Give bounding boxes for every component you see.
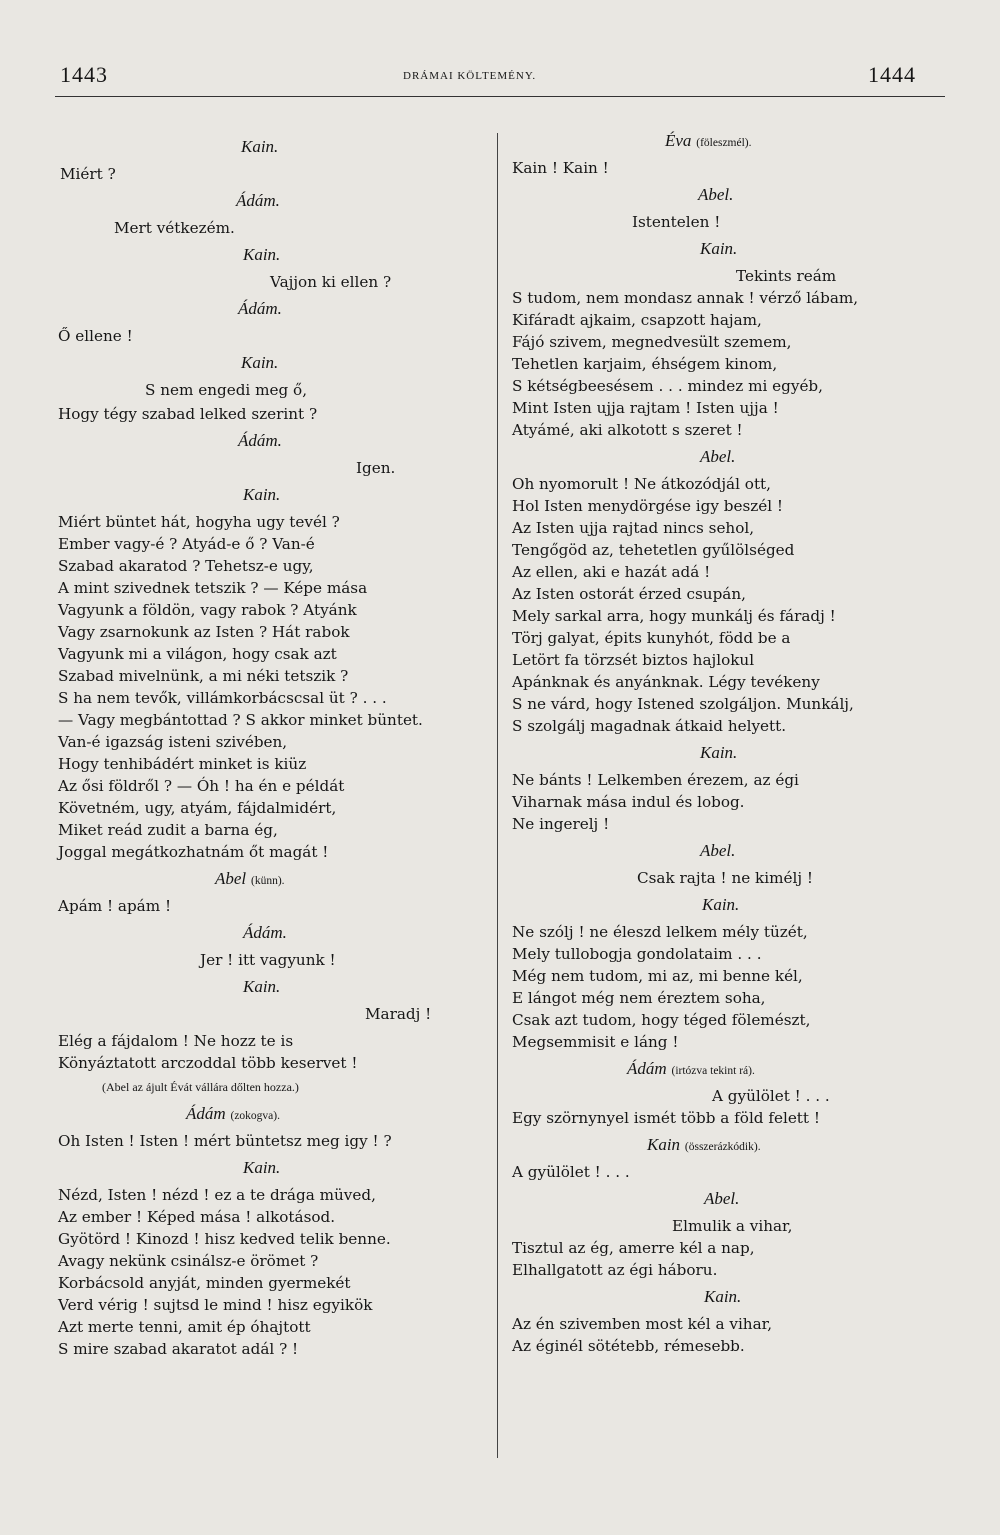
verse-line: Mint Isten ujja rajtam ! Isten ujja ! <box>512 399 779 417</box>
verse-line: Az Isten ostorát érzed csupán, <box>512 585 746 603</box>
speaker-heading <box>238 431 282 451</box>
stage-direction: (irtózva tekint rá). <box>671 1065 755 1077</box>
verse-line: Vagyunk a földön, vagy rabok ? Atyánk <box>58 601 357 619</box>
speaker-heading <box>241 137 278 157</box>
stage-direction: (zokogva). <box>230 1110 280 1122</box>
verse-line: Elég a fájdalom ! Ne hozz te is <box>58 1032 294 1050</box>
page-number-right: 1444 <box>868 62 916 87</box>
speaker-heading <box>243 485 280 505</box>
speaker-name: Abel <box>215 869 247 888</box>
verse-line: Mely tullobogja gondolataim . . . <box>512 945 762 963</box>
verse-line: Megsemmisit e láng ! <box>512 1033 679 1051</box>
verse-line: Ember vagy-é ? Atyád-e ő ? Van-é <box>58 535 315 553</box>
speaker-heading <box>702 895 739 915</box>
verse-line: Ne ingerelj ! <box>512 815 610 833</box>
speaker-heading <box>704 1189 739 1209</box>
verse-line: Apám ! apám ! <box>58 897 172 915</box>
speaker-heading <box>700 447 735 467</box>
verse-line: Könyáztatott arczoddal több keservet ! <box>58 1054 358 1072</box>
speaker-name: Abel. <box>700 841 736 860</box>
speaker-heading <box>236 191 280 211</box>
speaker-name: Kain. <box>241 353 279 372</box>
verse-line: Elmulik a vihar, <box>672 1217 793 1235</box>
speaker-heading <box>243 977 280 997</box>
speaker-name: Kain. <box>243 245 281 264</box>
verse-line: E lángot még nem éreztem soha, <box>512 989 766 1007</box>
verse-line: S nem engedi meg ő, <box>145 381 308 399</box>
stage-direction-line: (Abel az ájult Évát vállára dőlten hozza.) <box>102 1080 299 1094</box>
column-divider <box>497 133 498 1458</box>
verse-line: Nézd, Isten ! nézd ! ez a te drága müved, <box>58 1186 376 1204</box>
verse-line: Miért ? <box>60 165 116 183</box>
verse-line: Oh Isten ! Isten ! mért büntetsz meg igy ! ? <box>58 1132 392 1150</box>
verse-line: Hogy tégy szabad lelked szerint ? <box>58 405 318 423</box>
speaker-name: Kain. <box>700 239 738 258</box>
verse-line: Az Isten ujja rajtad nincs sehol, <box>512 519 755 537</box>
speaker-heading <box>243 245 280 265</box>
verse-line: S szolgálj magadnak átkaid helyett. <box>512 717 787 735</box>
speaker-heading <box>215 869 285 891</box>
verse-line: Letört fa törzsét biztos hajlokul <box>512 651 755 669</box>
verse-line: Azt merte tenni, amit ép óhajtott <box>58 1318 311 1336</box>
running-title: DRÁMAI KÖLTEMÉNY. <box>403 70 537 82</box>
verse-line: Maradj ! <box>365 1005 432 1023</box>
verse-line: Az éginél sötétebb, rémesebb. <box>512 1337 745 1355</box>
verse-line: Tengőgöd az, tehetetlen gyűlölséged <box>512 541 795 559</box>
verse-line: S mire szabad akaratot adál ? ! <box>58 1340 299 1358</box>
speaker-name: Abel. <box>700 447 736 466</box>
verse-line: Kifáradt ajkaim, csapzott hajam, <box>512 311 762 329</box>
verse-line: S tudom, nem mondasz annak ! vérző lábam, <box>512 289 859 307</box>
speaker-heading <box>243 923 287 943</box>
verse-line: Atyámé, aki alkotott s szeret ! <box>512 421 743 439</box>
verse-line: Vajjon ki ellen ? <box>270 273 392 291</box>
verse-line: S kétségbeesésem . . . mindez mi egyéb, <box>512 377 823 395</box>
verse-line: Vagyunk mi a világon, hogy csak azt <box>58 645 337 663</box>
verse-line: Egy szörnynyel ismét több a föld felett ! <box>512 1109 820 1127</box>
verse-line: Ő ellene ! <box>58 327 133 345</box>
verse-line: Igen. <box>356 459 396 477</box>
speaker-heading <box>647 1135 761 1157</box>
verse-line: Oh nyomorult ! Ne átkozódjál ott, <box>512 475 771 493</box>
verse-line: Miket reád zudit a barna ég, <box>58 821 278 839</box>
speaker-heading <box>698 185 733 205</box>
speaker-name: Kain. <box>700 743 738 762</box>
speaker-name: Kain. <box>243 977 281 996</box>
verse-line: Az ellen, aki e hazát adá ! <box>512 563 711 581</box>
verse-line: Elhallgatott az égi háboru. <box>512 1261 718 1279</box>
speaker-name: Ádám. <box>238 299 282 318</box>
verse-line: Ne szólj ! ne éleszd lelkem mély tüzét, <box>512 923 808 941</box>
verse-line: Apánknak és anyánknak. Légy tevékeny <box>512 673 820 691</box>
speaker-name: Kain. <box>704 1287 742 1306</box>
verse-line: Joggal megátkozhatnám őt magát ! <box>58 843 329 861</box>
verse-line: Gyötörd ! Kinozd ! hisz kedved telik benne. <box>58 1230 391 1248</box>
verse-line: A gyülölet ! . . . <box>512 1163 630 1181</box>
speaker-name: Kain. <box>241 137 279 156</box>
verse-line: Követném, ugy, atyám, fájdalmidért, <box>58 799 337 817</box>
speaker-heading <box>238 299 282 319</box>
verse-line: Csak rajta ! ne kimélj ! <box>637 869 813 887</box>
verse-line: Ne bánts ! Lelkemben érezem, az égi <box>512 771 799 789</box>
speaker-name: Abel. <box>704 1189 740 1208</box>
verse-line: A mint szivednek tetszik ? — Képe mása <box>58 579 368 597</box>
speaker-name: Kain. <box>243 485 281 504</box>
verse-line: Avagy nekünk csinálsz-e örömet ? <box>58 1252 319 1270</box>
verse-line: Tekints reám <box>736 267 837 285</box>
verse-line: Fájó szivem, megnedvesült szemem, <box>512 333 792 351</box>
speaker-name: Kain <box>647 1135 681 1154</box>
stage-direction: (összerázkódik). <box>684 1141 761 1153</box>
verse-line: Csak azt tudom, hogy téged fölemészt, <box>512 1011 811 1029</box>
speaker-name: Éva <box>665 131 692 150</box>
verse-line: Szabad mivelnünk, a mi néki tetszik ? <box>58 667 349 685</box>
verse-line: Hol Isten menydörgése igy beszél ! <box>512 497 784 515</box>
verse-line: S ne várd, hogy Istened szolgáljon. Munkálj, <box>512 695 854 713</box>
verse-line: A gyülölet ! . . . <box>712 1087 830 1105</box>
speaker-name: Ádám. <box>243 923 287 942</box>
speaker-heading <box>243 1158 280 1178</box>
page-header <box>0 62 1000 96</box>
verse-line: Az én szivemben most kél a vihar, <box>512 1315 773 1333</box>
speaker-name: Ádám <box>627 1059 667 1078</box>
verse-line: Még nem tudom, mi az, mi benne kél, <box>512 967 803 985</box>
verse-line: Tisztul az ég, amerre kél a nap, <box>512 1239 755 1257</box>
header-rule <box>55 96 945 97</box>
speaker-heading <box>700 239 737 259</box>
stage-direction: (künn). <box>250 875 285 887</box>
verse-line: Mert vétkezém. <box>114 219 235 237</box>
speaker-heading <box>241 353 278 373</box>
verse-line: Jer ! itt vagyunk ! <box>200 951 336 969</box>
verse-line: Miért büntet hát, hogyha ugy tevél ? <box>58 513 340 531</box>
verse-line: Törj galyat, épits kunyhót, född be a <box>512 629 791 647</box>
verse-line: Verd vérig ! sujtsd le mind ! hisz egyikök <box>58 1296 373 1314</box>
speaker-heading <box>627 1059 755 1081</box>
verse-line: Korbácsold anyját, minden gyermekét <box>58 1274 351 1292</box>
verse-line: Kain ! Kain ! <box>512 159 609 177</box>
speaker-heading <box>700 743 737 763</box>
speaker-heading <box>700 841 735 861</box>
verse-line: Mely sarkal arra, hogy munkálj és fáradj ! <box>512 607 836 625</box>
page-number-left: 1443 <box>60 62 108 87</box>
speaker-name: Ádám <box>186 1104 226 1123</box>
speaker-heading <box>665 131 752 153</box>
speaker-name: Ádám. <box>238 431 282 450</box>
speaker-heading <box>186 1104 280 1126</box>
verse-line: — Vagy megbántottad ? S akkor minket büntet. <box>58 711 423 729</box>
speaker-name: Abel. <box>698 185 734 204</box>
speaker-name: Kain. <box>243 1158 281 1177</box>
verse-line: Viharnak mása indul és lobog. <box>512 793 745 811</box>
verse-line: Istentelen ! <box>632 213 721 231</box>
verse-line: Hogy tenhibádért minket is kiüz <box>58 755 307 773</box>
verse-line: S ha nem tevők, villámkorbácscsal üt ? . . . <box>58 689 387 707</box>
verse-line: Van-é igazság isteni szivében, <box>58 733 288 751</box>
verse-line: Szabad akaratod ? Tehetsz-e ugy, <box>58 557 314 575</box>
speaker-name: Kain. <box>702 895 740 914</box>
verse-line: Az ember ! Képed mása ! alkotásod. <box>58 1208 336 1226</box>
verse-line: Vagy zsarnokunk az Isten ? Hát rabok <box>58 623 350 641</box>
speaker-heading <box>704 1287 741 1307</box>
verse-line: Az ősi földről ? — Óh ! ha én e példát <box>58 777 345 795</box>
speaker-name: Ádám. <box>236 191 280 210</box>
stage-direction: (föleszmél). <box>696 137 752 149</box>
verse-line: Tehetlen karjaim, éhségem kinom, <box>512 355 778 373</box>
